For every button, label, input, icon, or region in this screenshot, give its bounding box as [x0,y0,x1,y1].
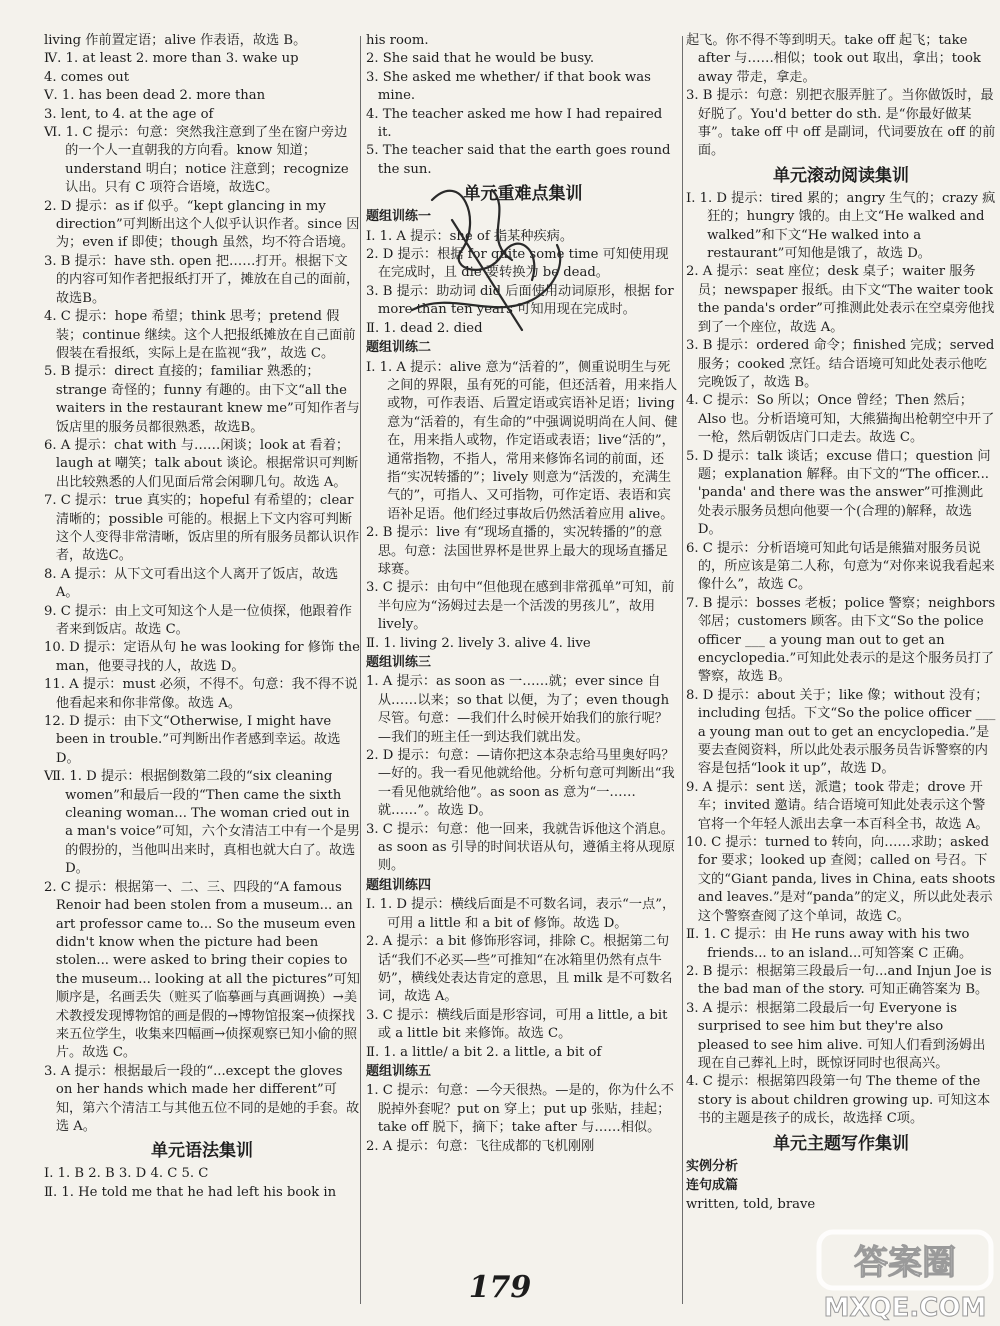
section-heading: 单元重难点集训 [463,184,583,205]
answer-item: Ⅱ. 1. living 2. lively 3. alive 4. live [366,635,591,651]
answer-item: Ⅰ. 1. D 提示：横线后面是不可数名词，表示“一点”，可用 a little 和 a bit of 修饰。故选 D。 [366,897,676,931]
answer-item: 4. The teacher asked me how I had repaired it. [366,106,663,141]
answer-item: 10. D 提示：定语从句 he was looking for 修饰 the man，他要寻找的人，故选 D。 [44,640,360,674]
answer-item: Ⅰ. 1. A 提示：she of 指某种疾病。 [366,228,574,244]
answer-item: Ⅱ. 1. dead 2. died [366,320,483,336]
answer-item: Ⅰ. 1. B 2. B 3. D 4. C 5. C [44,1166,209,1182]
answer-item: written, told, brave [686,1197,816,1213]
answer-item: living 作前置定语；alive 作表语，故选 B。 [44,33,307,48]
answer-item: 2. A 提示：a bit 修饰形容词，排除 C。根据第二句话“我们不必买—些”可推知“在冰箱里仍然有点牛奶”，横线处表达肯定的意思，且 milk 是不可数名词，故选 A。 [366,934,673,1005]
column-divider [682,36,683,1304]
subsection-heading: 题组训练五 [366,1063,432,1079]
section-heading: 单元语法集训 [151,1141,253,1162]
answer-item: Ⅰ. 1. A 提示：alive 意为“活着的”，侧重说明生与死之间的界限，虽有死的可能，但还活着，用来指人或物，可作表语、后置定语或宾语补足语；living 意为“活着的，有生命的”中强调说明尚在人间、健在，用来指人或物，作定语或表语；live“活的”，通常指物，不指人，常用来修饰名词的前面，还指“实况转播的”；lively 则意为“活泼的，充满生气的”，可指人、又可指物，可作定语、表语和宾语补足语。他们经过事故后仍然活着应用 alive。 [366,359,678,522]
answer-item: 4. C 提示：hope 希望；think 思考；pretend 假装；continue 继续。这个人把报纸摊放在自己面前假装在看报纸，实际上是在监视“我”，故选 C。 [44,309,356,361]
answer-item: 2. B 提示：live 有“现场直播的，实况转播的”的意思。句意：法国世界杯是世界上最大的现场直播足球赛。 [366,525,668,577]
answer-item: 2. A 提示：句意：飞往成都的飞机刚刚 [366,1138,595,1154]
answer-item: 1. A 提示：as soon as 一……就；ever since 自从……以来；so that 以便，为了；even though 尽管。句意：—我们什么时候开始我们的旅行呢？—我们的班主任一到达我们就出发。 [366,674,670,745]
answer-item: 8. A 提示：从下文可看出这个人离开了饭店，故选 A。 [44,566,339,601]
answer-item: 2. B 提示：根据第三段最后一句...and Injun Joe is the bad man of the story. 可知正确答案为 B。 [686,963,992,998]
answer-item: 3. B 提示：ordered 命令；finished 完成；served 服务；cooked 烹饪。结合语境可知此处表示他吃完晚饭了，故选 B。 [686,338,995,390]
section-heading: 单元主题写作集训 [773,1133,909,1154]
answer-item: 5. The teacher said that the earth goes round the sun. [366,143,671,177]
subsection-heading: 题组训练一 [366,209,432,225]
subsection-heading: 题组训练二 [366,340,432,356]
answer-item: Ⅴ. 1. has been dead 2. more than [44,88,266,104]
answer-item: 2. D 提示：as if 似乎。“kept glancing in my direction”可判断出这个人似乎认识作者。since 因为；even if 即使；though 虽然，均不符合语境。 [44,198,360,251]
answer-item: Ⅳ. 1. at least 2. more than 3. wake up [44,51,299,67]
section-heading: 单元滚动阅读集训 [773,165,909,186]
watermark-text: 答案圈 [854,1243,956,1283]
answer-item: 起飞。你不得不等到明天。take off 起飞；take after 与……相似；took out 取出，拿出；took away 带走，拿走。 [686,33,981,85]
column-divider [360,36,361,1304]
answer-item: 4. C 提示：So 所以；Once 曾经；Then 然后；Also 也。分析语境可知，大熊猫掏出枪朝空中开了一枪，然后朝饭店门口走去。故选 C。 [686,393,995,446]
answer-item: 3. C 提示：横线后面是形容词，可用 a little, a bit 或 a little bit 来修饰。故选 C。 [366,1007,668,1042]
column-right [686,32,996,1215]
answer-item: Ⅱ. 1. C 提示：由 He runs away with his two friends... to an island...可知答案 C 正确。 [686,927,973,961]
answer-item: 9. A 提示：sent 送，派遣；took 带走；drove 开车；invited 邀请。结合语境可知此处表示这个警官将一个年轻人派出去拿一本百科全书，故选 A。 [686,779,989,832]
answer-item: 2. D 提示：句意：—请你把这本杂志给马里奥好吗？—好的。我一看见他就给他。分析句意可判断出“我一看见他就给他”。as soon as 意为“一……就……”。故选 D。 [366,748,675,819]
answer-item: 11. A 提示：must 必须，不得不。句意：我不得不说他看起来和你非常像。故选 A。 [44,677,358,711]
answer-item: 3. B 提示：句意：别把衣服弄脏了。当你做饭时，最好脱了。You'd better do sth. 是“你最好做某事”。take off 中 off 是副词，代词要放在 off 的前面。 [686,88,996,159]
answer-item: Ⅶ. 1. D 提示：根据倒数第二段的“six cleaning women”和最后一段的“Then came the sixth cleaning woman... The woman cried out in a man's voice”可知，六个女清洁工中有一个是男的假扮的，当他叫出来时，真相也就大白了。故选 D。 [44,769,360,877]
answer-item: 7. C 提示：true 真实的；hopeful 有希望的；clear 清晰的；possible 可能的。根据上下文内容可判断这个人变得非常清晰，饭店里的所有服务员都认识作者，故选C。 [44,493,360,564]
answer-item: 2. A 提示：seat 座位；desk 桌子；waiter 服务员；newspaper 报纸。由下文“The waiter took the panda's order”可推测此处表示在空桌旁他找到了一个座位，故选 A。 [686,264,995,335]
answer-item: 3. B 提示：助动词 did 后面使用动词原形，根据 for more than ten years 可知用现在完成时。 [366,283,674,318]
answer-item: 10. C 提示：turned to 转向，向……求助；asked for 要求；looked up 查阅；called on 号召。下文的“Giant panda, lives in China, eats shoots and leaves.”是对“panda”的定义，所以此处表示这个警察查阅了这个单词，故选 C。 [686,835,996,924]
handwritten-signature-scribble [392,160,592,360]
answer-item: 2. She said that he would be busy. [366,51,595,67]
answer-item: 3. A 提示：根据第二段最后一句 Everyone is surprised to see him but they're also pleased to see him alive. 可知人们看到汤姆出现在自己葬礼上时，既惊讶同时也很高兴。 [686,1000,986,1071]
answer-item: 3. B 提示：have sth. open 把……打开。根据下文的内容可知作者把报纸打开了，摊放在自己的面前，故选B。 [44,253,360,306]
answer-item: Ⅵ. 1. C 提示：句意：突然我注意到了坐在窗户旁边的一个人一直朝我的方向看。know 知道；understand 明白；notice 注意到；recognize 认出。只有 C 项符合语境，故选C。 [44,125,349,196]
subsection-heading: 连句成篇 [686,1177,739,1193]
answer-item: 2. D 提示：根据 for quite some time 可知使用现在完成时，且 die 要转换为 be dead。 [366,247,669,281]
watermark-logo [815,1226,995,1324]
subsection-heading: 题组训练四 [366,877,432,893]
subsection-heading: 实例分析 [686,1158,739,1174]
answer-item: 1. C 提示：句意：—今天很热。—是的，你为什么不脱掉外套呢？put on 穿上；put up 张贴，挂起；take off 脱下，摘下；take after 与……相似。 [366,1083,674,1136]
answer-item: 2. C 提示：根据第一、二、三、四段的“A famous Renoir had been stolen from a museum... an art professor came to... So the museum even didn't know when the picture had been stolen... were asked to bring their copies to the museum... looking at all the pictures”可知顺序是，名画丢失（赃买了临摹画与真画调换）→美术教授发现博物馆的画是假的→博物馆报案→侦探找来五位学生，收集来四幅画→侦探观察已知小偷的照片。故选 C。 [44,879,360,1061]
answer-item: Ⅱ. 1. a little/ a bit 2. a little, a bit of [366,1044,602,1060]
answer-item: 3. lent, to 4. at the age of [44,106,214,122]
answer-item: his room. [366,33,429,48]
answer-item: 3. C 提示：句意：他一回来，我就告诉他这个消息。as soon as 引导的时间状语从句，遵循主将从现原则。 [366,821,676,874]
subsection-heading: 题组训练三 [366,655,432,670]
answer-item: 4. C 提示：根据第四段第一句 The theme of the story is about children growing up. 可知这本书的主题是孩子的成长，故选择 C项。 [686,1074,991,1127]
watermark-url: MXQE.COM [823,1293,987,1323]
answer-item: Ⅰ. 1. D 提示：tired 累的；angry 生气的；crazy 疯狂的；hungry 饿的。由上文“He walked and walked”和下文“He walked into a restaurant”可知他是饿了，故选 D。 [686,190,996,262]
answer-item: Ⅱ. 1. He told me that he had left his book in [44,1184,337,1200]
column-left [44,32,360,1202]
answer-item: 6. A 提示：chat with 与……闲谈；look at 看着；laugh at 嘲笑；talk about 谈论。根据常识可判断出比较熟悉的人们见面后常会闲聊几句。故选 A。 [44,437,359,490]
page-number: 179 [468,1270,532,1305]
answer-item: 9. C 提示：由上文可知这个人是一位侦探，他跟着作者来到饭店。故选 C。 [44,603,352,637]
answer-item: 5. D 提示：talk 谈话；excuse 借口；question 问题；explanation 解释。由下文的“The officer... 'panda' and there was the answer”可推测此处表示服务员想向他要一个(合理的)解释，故选 D。 [686,448,991,538]
answer-item: 7. B 提示：bosses 老板；police 警察；neighbors 邻居；customers 顾客。由下文“So the police officer ___ a young man out to get an encyclopedia.”可知此处表示的是这个服务员打了警察，故选 B。 [686,595,996,685]
answer-item: 12. D 提示：由下文“Otherwise, I might have been in trouble.”可判断出作者感到幸运。故选 D。 [44,714,341,766]
answer-item: 8. D 提示：about 关于；like 像；without 没有；including 包括。下文“So the police officer ___ a young man out to get an encyclopedia.”是要去查阅资料，所以此处表示服务员告诉警察的内容是包括“look it up”，故选 D。 [686,687,996,777]
answer-item: 3. She asked me whether/ if that book was mine. [366,69,651,104]
answer-item: 5. B 提示：direct 直接的；familiar 熟悉的；strange 奇怪的；funny 有趣的。由下文“all the waiters in the restaurant knew me”可知作者与饭店里的服务员都很熟悉，故选B。 [44,364,360,435]
answer-item: 6. C 提示：分析语境可知此句话是熊猫对服务员说的，所应该是第二人称，句意为“对你来说我看起来像什么”，故选 C。 [686,540,995,593]
answer-item: 3. C 提示：由句中“但他现在感到非常孤单”可知，前半句应为“汤姆过去是一个活泼的男孩儿”，故用 lively。 [366,580,675,633]
answer-item: 3. A 提示：根据最后一段的“...except the gloves on her hands which made her different”可知，第六个清洁工与其他五位不同的是她的手套。故选 A。 [44,1063,360,1134]
answer-item: 4. comes out [44,69,130,85]
